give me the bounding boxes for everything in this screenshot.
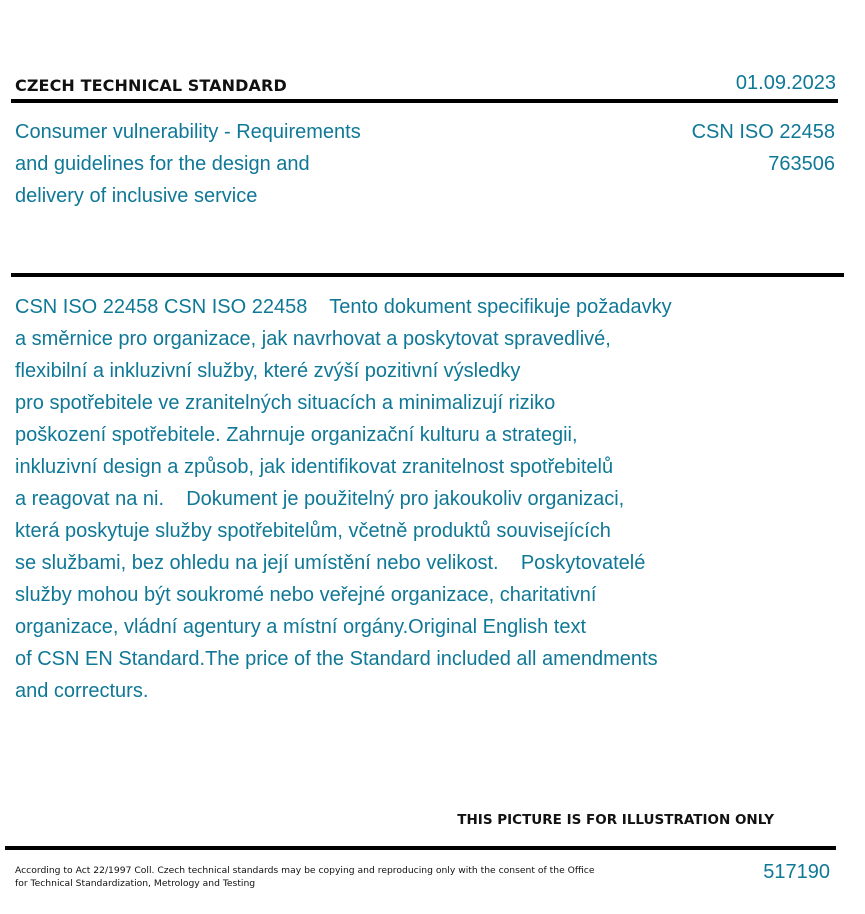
standard-codes	[692, 116, 835, 180]
document-title	[15, 116, 435, 212]
catalog-number: 763506	[768, 153, 835, 175]
title-line: and guidelines for the design and	[15, 153, 310, 175]
document-number: 517190	[763, 861, 830, 883]
description-line: služby mohou být soukromé nebo veřejné organizace, charitativní	[15, 584, 597, 606]
document-description	[15, 291, 755, 707]
publication-date: 01.09.2023	[735, 72, 836, 94]
description-line: se službami, bez ohledu na její umístění nebo velikost. Poskytovatelé	[15, 552, 646, 574]
description-line: organizace, vládní agentury a místní orgány.Original English text	[15, 616, 587, 638]
title-divider	[11, 273, 844, 277]
description-line: pro spotřebitele ve zranitelných situacích a minimalizují riziko	[15, 392, 556, 414]
description-line: a reagovat na ni. Dokument je použitelný pro jakoukoliv organizaci,	[15, 488, 625, 510]
standard-code: CSN ISO 22458	[691, 121, 835, 143]
footer-divider	[5, 846, 836, 850]
description-line: flexibilní a inkluzivní služby, které zvýší pozitivní výsledky	[15, 360, 521, 382]
description-line: of CSN EN Standard.The price of the Standard included all amendments	[15, 648, 658, 670]
title-line: delivery of inclusive service	[15, 185, 258, 207]
illustration-disclaimer: THIS PICTURE IS FOR ILLUSTRATION ONLY	[457, 812, 774, 828]
title-line: Consumer vulnerability - Requirements	[15, 121, 361, 143]
standard-type-label: CZECH TECHNICAL STANDARD	[15, 76, 287, 95]
description-line: která poskytuje služby spotřebitelům, včetně produktů souvisejících	[15, 520, 611, 542]
description-line: inkluzivní design a způsob, jak identifikovat zranitelnost spotřebitelů	[15, 456, 614, 478]
header-divider	[11, 99, 838, 103]
footnote-line: for Technical Standardization, Metrology and Testing	[15, 878, 256, 889]
description-line: poškození spotřebitele. Zahrnuje organizační kulturu a strategii,	[15, 424, 578, 446]
legal-footnote	[15, 864, 615, 890]
description-line: CSN ISO 22458 CSN ISO 22458 Tento dokument specifikuje požadavky	[15, 296, 672, 318]
description-line: and correcturs.	[15, 680, 149, 702]
description-line: a směrnice pro organizace, jak navrhovat a poskytovat spravedlivé,	[15, 328, 611, 350]
footnote-line: According to Act 22/1997 Coll. Czech technical standards may be copying and reproducing only with the consent of the Office	[15, 865, 595, 876]
